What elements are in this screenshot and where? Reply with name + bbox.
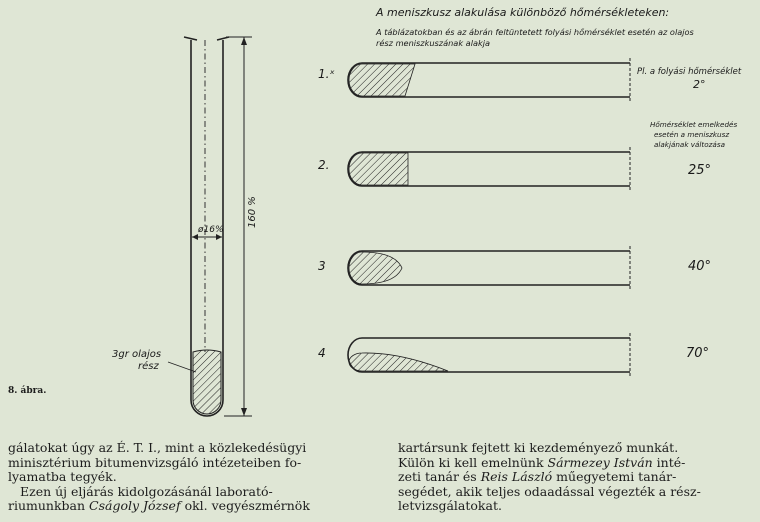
diameter-label: ø16% (198, 225, 224, 235)
left-line-2: minisztérium bitumenvizsgáló intézeteiben fo- (8, 454, 302, 470)
row-2-number: 2. (318, 158, 330, 172)
row-4-number: 4 (318, 346, 326, 360)
right-line-3-start: zeti tanár és (398, 469, 481, 485)
row-2-temperature: 25° (688, 163, 712, 178)
oil-label-line1: 3gr olajos (112, 349, 162, 360)
meniscus-row-3 (348, 246, 630, 290)
left-line-1: gálatokat úgy az É. T. I., mint a közlekedésügyi (8, 440, 307, 455)
figure-title: A meniszkusz alakulása különböző hőmérsékleteken: (376, 6, 670, 19)
author-name-reis: Reis László (480, 469, 553, 485)
left-line-3: lyamatba tegyék. (8, 469, 117, 485)
right-line-5: letvizsgálatokat. (398, 498, 502, 514)
author-name-csagoly: Cságoly József (89, 498, 181, 514)
right-line-4: segédet, akik teljes odaadással végezték a rész- (398, 483, 701, 499)
right-line-3 (398, 470, 754, 485)
change-note-line3: alakjának változása (654, 140, 725, 149)
row-3-number: 3 (318, 259, 326, 273)
figure-caption: 8. ábra. (8, 386, 47, 396)
left-p2-line-1: Ezen új eljárás kidolgozásánál laborató- (20, 483, 273, 499)
meniscus-row-1 (348, 58, 630, 102)
right-line-2-end: inté- (652, 454, 686, 470)
figure-subtitle-line1: A táblázatokban és az ábrán feltüntetett folyási hőmérséklet esetén az olajos (376, 27, 694, 37)
figure-subtitle-line2: rész meniszkuszának alakja (376, 38, 491, 48)
oil-fill (193, 350, 221, 414)
right-line-2 (398, 456, 754, 471)
row-1-number: 1.ˣ (318, 67, 335, 81)
right-line-3-end: műegyetemi tanár- (552, 469, 677, 485)
meniscus-row-4 (348, 333, 630, 377)
left-p2-line-2 (8, 499, 376, 514)
change-note-line1: Hőmérséklet emelkedés (650, 120, 738, 129)
row-1-temperature: 2° (693, 78, 706, 91)
right-line-1: kartársunk fejtett ki kezdeményező munkát. (398, 440, 679, 455)
author-name-sarmezey: Sármezey István (547, 454, 653, 470)
length-label: 160 % (247, 196, 258, 228)
right-column-text (398, 441, 754, 514)
left-p2-line-2-end: okl. vegyészmérnök (180, 498, 310, 514)
folyasi-note: Pl. a folyási hőmérséklet (637, 67, 742, 77)
row-3-temperature: 40° (688, 259, 712, 274)
right-line-2-start: Külön ki kell emelnünk (398, 454, 548, 470)
left-column-text (8, 441, 376, 514)
meniscus-row-2 (348, 147, 630, 191)
change-note-line2: esetén a meniszkusz (654, 130, 730, 139)
left-p2-line-2-start: riumunkban (8, 498, 90, 514)
oil-label-line2: rész (138, 361, 159, 372)
row-4-temperature: 70° (686, 346, 710, 361)
